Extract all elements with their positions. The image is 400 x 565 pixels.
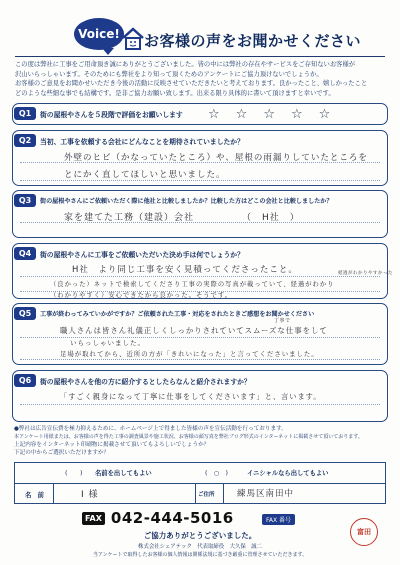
intro-line: どのような些細な事でも結構です。是非ご協力お願い致します。出来る限り具体的に書いて頂けますと幸いです。 — [15, 89, 335, 97]
q2-number: Q2 — [14, 134, 36, 147]
q4-answer-line3: （わかりやすく）安心できたから良かった。そうです。 — [50, 292, 232, 299]
q5-header — [12, 306, 388, 321]
q2-question: 当初、工事を依頼する会社にどんなことを期待されていましたか？ — [40, 137, 244, 146]
answer-line — [20, 276, 380, 277]
q5-margin-note: 丁寧で — [274, 318, 291, 324]
star-icon[interactable]: ☆ — [263, 107, 275, 122]
name-field[interactable]: I 様 — [81, 490, 99, 500]
star-icon[interactable]: ☆ — [318, 107, 331, 122]
rating-stars — [208, 108, 330, 121]
q5-number: Q5 — [14, 307, 36, 320]
company-text: 株式会社シェアテック 代表取締役 大久保 誠二 — [138, 544, 262, 550]
title-divider — [15, 56, 385, 57]
note-line: 下記の中からご選択いただけますか？ — [14, 450, 110, 456]
q6-question: 街の屋根やさんを他の方に紹介するとしたらなんと紹介されますか？ — [40, 377, 251, 386]
intro-line: お客様のご意見をお聞かせいただき今後の活動に反映させていただきたいと考えております。良かったこと、嬉しかったこと — [15, 80, 368, 88]
page-title: お客様の声をお聞かせください — [144, 32, 362, 50]
note-line: 本アンケート用紙または、お客様の声を得た工事の調査風景や施工状況、お客様の顔写真を弊社ブログ形式のインターネットに掲載させて頂いております。 — [14, 434, 363, 440]
q3-answer: 家を建てた工務（建設）会社 — [64, 213, 195, 223]
q4-header — [12, 246, 388, 261]
answer-line — [20, 180, 380, 181]
star-icon[interactable]: ☆ — [290, 107, 303, 122]
voice-badge-text: Voice! — [78, 27, 120, 41]
star-icon[interactable]: ☆ — [208, 107, 220, 122]
q1-header — [12, 106, 388, 121]
q1-question: 街の屋根やさんを５段階で評価をお願いします — [40, 110, 183, 119]
q3-question: 街の屋根やさんにご依頼いただく際に他社と比較しましたか？比較した方はどこの会社と比較しましたか？ — [40, 198, 333, 205]
house-icon — [122, 27, 144, 51]
q4-answer-line1: H社 より同じ工事を安く見積ってくださったこと。 — [72, 265, 298, 275]
form-divider — [15, 483, 385, 484]
intro-line: この度は弊社に工事をご用命頂き誠にありがとうございました。皆の中には弊社の存在やサービスをご存知ないお客様が — [15, 61, 356, 68]
intro-text — [15, 60, 387, 98]
q6-header — [12, 373, 388, 388]
seal-stamp — [350, 518, 378, 546]
q2-answer-line1: 外壁のヒビ（かなっていたところ）や、屋根の雨漏りしていたところを — [64, 153, 368, 163]
q5-answer-line1: 職人さんは皆さん礼儀正しくしっかりされていてスムーズな仕事をして — [60, 326, 328, 335]
contact-form — [14, 462, 386, 504]
address-field[interactable]: 練馬区南田中 — [237, 489, 295, 499]
option-initial-label: イニシャルなら出してもよい — [247, 470, 329, 477]
q3-compared-company: （ H社 ） — [242, 213, 300, 223]
q4-question: 街の屋根やさんに工事をご依頼いただいた決め手は何でしょうか？ — [40, 250, 244, 259]
privacy-text: 当アンケートで取得したお客様の個人情報は関係法規に基づき厳重に管理させていただきます。 — [92, 552, 308, 558]
q4-margin-note: 経過がわかりやすかった — [338, 271, 393, 276]
option-name-label: 名前を出してもよい — [95, 470, 152, 477]
form-divider — [223, 483, 224, 503]
fax-number: 042-444-5016 — [110, 509, 234, 527]
thanks-text: ご協力ありがとうございました。 — [143, 531, 257, 540]
q3-header — [12, 193, 388, 208]
form-divider — [53, 483, 54, 503]
fax-icon: FAX — [82, 512, 105, 525]
q2-answer-line2: とにかく直してほしいと思いました。 — [64, 170, 226, 180]
option-name-checkbox[interactable]: ( ) — [65, 470, 83, 477]
answer-line — [20, 359, 380, 360]
q3-number: Q3 — [14, 194, 36, 207]
name-label: 名 前 — [25, 492, 44, 499]
q6-answer: 「すごく親身になって丁寧に仕事をしてくださいます」と、言います。 — [60, 392, 322, 401]
q5-answer-line2: いらっしゃいました。 — [70, 339, 145, 347]
voice-badge — [74, 18, 124, 50]
star-icon[interactable]: ☆ — [235, 107, 248, 122]
note-line: ●弊社は広告宣伝費を極力抑えるために、ホームページ上で得ました皆様の声を宣伝活動を行っております。 — [14, 426, 287, 432]
fax-label: FAX 番号 — [262, 514, 295, 525]
seal-stamp-text: 富田 — [357, 528, 371, 536]
q5-answer-line3: 足場が取れてから、近所の方が「きれいになった」と言ってくださいました。 — [60, 350, 319, 358]
q2-header — [12, 133, 388, 148]
consent-notes — [14, 425, 388, 457]
q6-number: Q6 — [14, 374, 36, 387]
intro-line: 沢山いらっしゃいます。そのためにも弊社をより知って頂くためのアンケートにご協力頂けないでしょうか。 — [15, 70, 323, 78]
address-label: ご住所 — [198, 492, 215, 498]
q4-number: Q4 — [14, 247, 36, 260]
form-divider — [195, 483, 196, 503]
option-initial-checkbox[interactable]: ( ○ ) — [205, 470, 229, 477]
q1-number: Q1 — [14, 107, 36, 120]
q5-question: 工事が終わってみていかがですか？ご依頼された工事・対応をされたときご感想をお聞かせください — [40, 311, 315, 318]
note-line: 上記内容をインターネット印刷物に掲載させて頂いてもよろしいでしょうか？ — [14, 442, 210, 448]
q4-answer-line2: （良かった）ネットで検索してくださり工事の実際の写真が載っていて、経過がわかり — [50, 281, 335, 288]
answer-line — [20, 404, 380, 405]
